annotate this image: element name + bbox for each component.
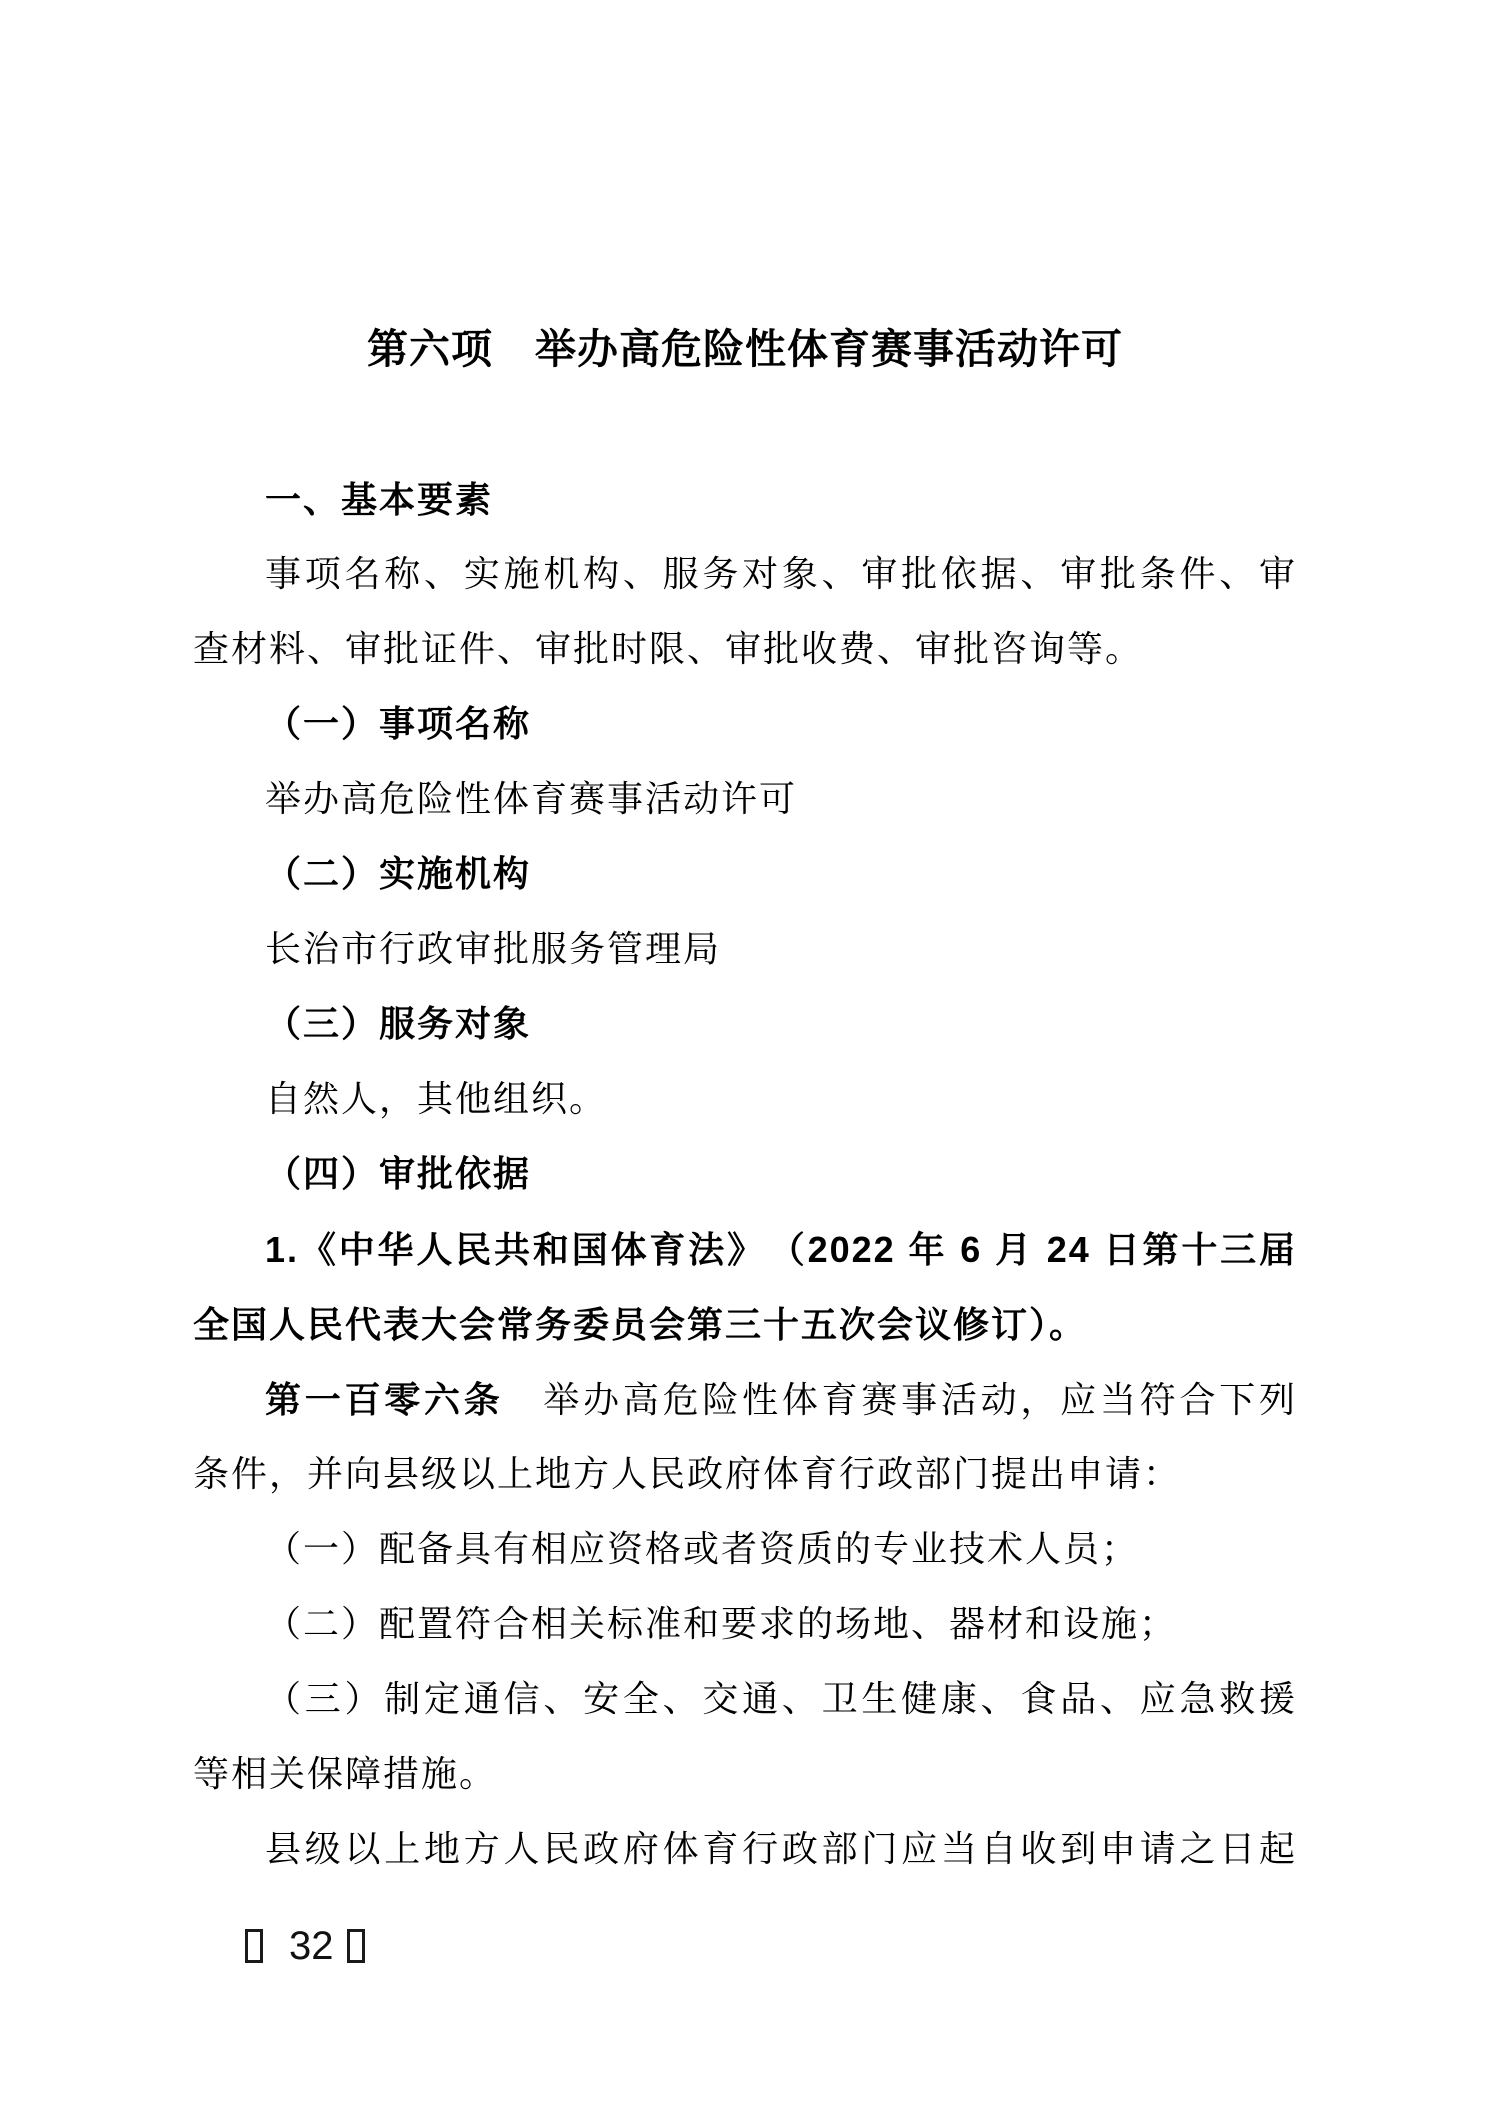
- para-elements-line2: [193, 612, 1297, 687]
- text-segment: 等相关保障措施。: [193, 1754, 498, 1794]
- value-item-name: [193, 762, 1297, 837]
- heading-approval-basis: [193, 1137, 1297, 1212]
- page-number: 32: [289, 1924, 334, 1968]
- condition-3-line2: [193, 1737, 1297, 1812]
- text-segment: 长治市行政审批服务管理局: [265, 929, 722, 969]
- para-elements-line1: [193, 537, 1297, 612]
- heading-item-name: [193, 687, 1297, 762]
- text-segment: （二）配置符合相关标准和要求的场地、器材和设施；: [265, 1604, 1178, 1644]
- condition-2: [193, 1587, 1297, 1662]
- document-title: 第六项 举办高危险性体育赛事活动许可: [367, 326, 1123, 372]
- text-segment: 举办高危险性体育赛事活动许可: [265, 779, 798, 819]
- law-citation-line1: [193, 1212, 1297, 1287]
- missing-glyph-box-icon: [347, 1929, 365, 1963]
- text-segment: （三）服务对象: [265, 1004, 532, 1044]
- text-segment: 一、基本要素: [265, 479, 494, 520]
- value-implementing-agency: [193, 912, 1297, 987]
- text-segment: （四）审批依据: [265, 1154, 532, 1194]
- article-106-line1: [193, 1362, 1297, 1437]
- condition-3-line1: [193, 1662, 1297, 1737]
- missing-glyph-box-icon: [245, 1929, 263, 1963]
- heading-basic-elements: [193, 462, 1297, 537]
- text-segment: 查材料、审批证件、审批时限、审批收费、审批咨询等。: [193, 629, 1144, 669]
- law-citation-line2: [193, 1287, 1297, 1362]
- text-segment: 1.《中华人民共和国体育法》 （2022 年 6 月 24 日第十三届: [265, 1229, 1297, 1270]
- article-106-line2: [193, 1437, 1297, 1512]
- text-segment: 全国人民代表大会常务委员会第三十五次会议修订）。: [193, 1304, 1088, 1345]
- heading-implementing-agency: [193, 837, 1297, 912]
- para-deadline-line1: [193, 1812, 1297, 1887]
- text-segment: 举办高危险性体育赛事活动，应当符合下列: [503, 1380, 1297, 1420]
- text-segment: 事项名称、实施机构、服务对象、审批依据、审批条件、审: [265, 554, 1297, 594]
- page-footer: [245, 1920, 365, 1972]
- text-segment: （二）实施机构: [265, 854, 532, 894]
- text-segment: （一）配备具有相应资格或者资质的专业技术人员；: [265, 1529, 1140, 1569]
- heading-service-target: [193, 987, 1297, 1062]
- text-segment: 条件，并向县级以上地方人民政府体育行政部门提出申请：: [193, 1454, 1182, 1494]
- text-segment: （一）事项名称: [265, 704, 532, 744]
- condition-1: [193, 1512, 1297, 1587]
- document-body: [193, 462, 1297, 1887]
- text-segment: （三）制定通信、安全、交通、卫生健康、食品、应急救援: [265, 1679, 1297, 1719]
- text-segment: 第一百零六条: [265, 1379, 504, 1420]
- text-segment: 县级以上地方人民政府体育行政部门应当自收到申请之日起: [265, 1829, 1297, 1869]
- value-service-target: [193, 1062, 1297, 1137]
- text-segment: 自然人，其他组织。: [265, 1079, 608, 1119]
